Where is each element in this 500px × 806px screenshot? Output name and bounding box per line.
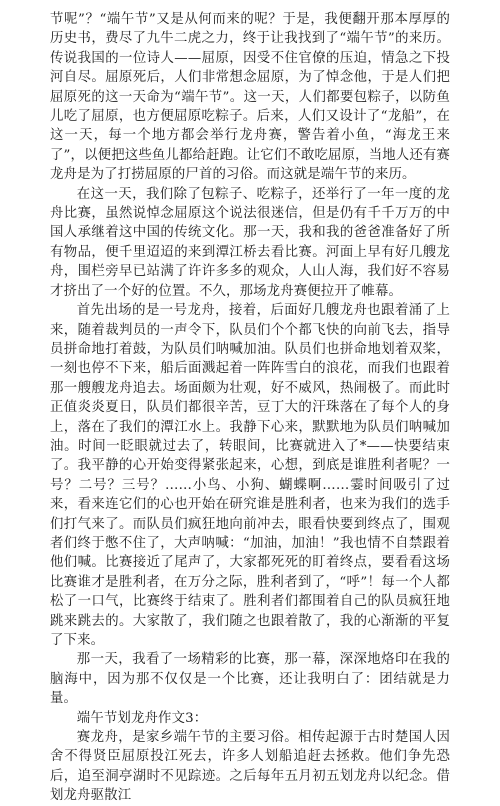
paragraph-origin: 节呢”？“端午节”又是从何而来的呢？于是，我便翻开那本厚厚的历史书，费尽了九牛二虎之力，终于让我找到了“端午节”的来历。传说我国的一位诗人——屈原，因受不住官僚的压迫，情急之下投河自尽。屈原死后，人们非常想念屈原，为了悼念他，于是人们把屈原死的这一天命为“端午节”。这一天，人们都要包粽子，以防鱼儿吃了屈原，也方便屈原吃粽子。后来，人们又设计了“龙船”，在这一天，每一个地方都会举行龙舟赛，警告着小鱼，“海龙王来了”，以便把这些鱼儿都给赶跑。让它们不敢吃屈原，当地人还有赛龙舟是为了打捞屈原的尸首的习俗。而这就是端午节的来历。 — [50, 12, 450, 183]
paragraph-next-essay: 赛龙舟，是家乡端午节的主要习俗。相传起源于古时楚国人因舍不得贤臣屈原投江死去，许多人划船追赶去拯救。他们争先恐后，追至洞亭湖时不见踪迹。之后每年五月初五划龙舟以纪念。借划龙舟驱散江 — [50, 730, 450, 804]
paragraph-race-description: 首先出场的是一号龙舟，接着，后面好几艘龙舟也跟着涌了上来，随着裁判员的一声令下，队员们个个都飞快的向前飞去，指导员拼命地打着鼓，为队员们呐喊加油。队员们也拼命地划着双桨，一刻也停不下来，船后面溅起着一阵阵雪白的浪花，而我们也跟着那一艘艘龙舟追去。场面颇为壮观，好不威风，热闹极了。而此时正值炎炎夏日，队员们都很辛苦，豆丁大的汗珠落在了每个人的身上，落在了我们的潭江水上。我静下心来，默默地为队员们呐喊加油。时间一眨眼就过去了，转眼间，比赛就进入了*——快要结束了。我平静的心开始变得紧张起来，心想，到底是谁胜利者呢？一号？二号？三号？……小鸟、小狗、蝴蝶啊……霎时间吸引了过来，看来连它们的心也开始在研究谁是胜利者，也来为我们的选手们打气来了。而队员们疯狂地向前冲去，眼看快要到终点了，围观者们终于憋不住了，大声呐喊：“加油，加油！”我也情不自禁跟着他们喊。比赛接近了尾声了，大家都死死的盯着终点，要看看这场比赛谁才是胜利者，在万分之际，胜利者到了，“呼”！每一个人都松了一口气，比赛终于结束了。胜利者们都围着自己的队员疯狂地跳来跳去的。大家散了，我们随之也跟着散了，我的心渐渐的平复了下来。 — [50, 303, 450, 648]
paragraph-race-day: 在这一天，我们除了包粽子、吃粽子，还举行了一年一度的龙舟比赛，虽然说悼念屈原这个说法很迷信，但是仍有千千万万的中国人承继着这中国的传统文化。那一天，我和我的爸爸准备好了所有物品，便千里迢迢的来到潭江桥去看比赛。河面上早有好几艘龙舟，围栏旁早已站满了许许多多的观众，人山人海，我们好不容易才挤出了一个好的位置。不久，那场龙舟赛便拉开了帷幕。 — [50, 186, 450, 299]
paragraph-conclusion: 那一天，我看了一场精彩的比赛，那一幕，深深地烙印在我的脑海中，因为那不仅仅是一个比赛，还让我明白了：团结就是力量。 — [50, 652, 450, 707]
essay-heading: 端午节划龙舟作文3： — [76, 710, 208, 726]
